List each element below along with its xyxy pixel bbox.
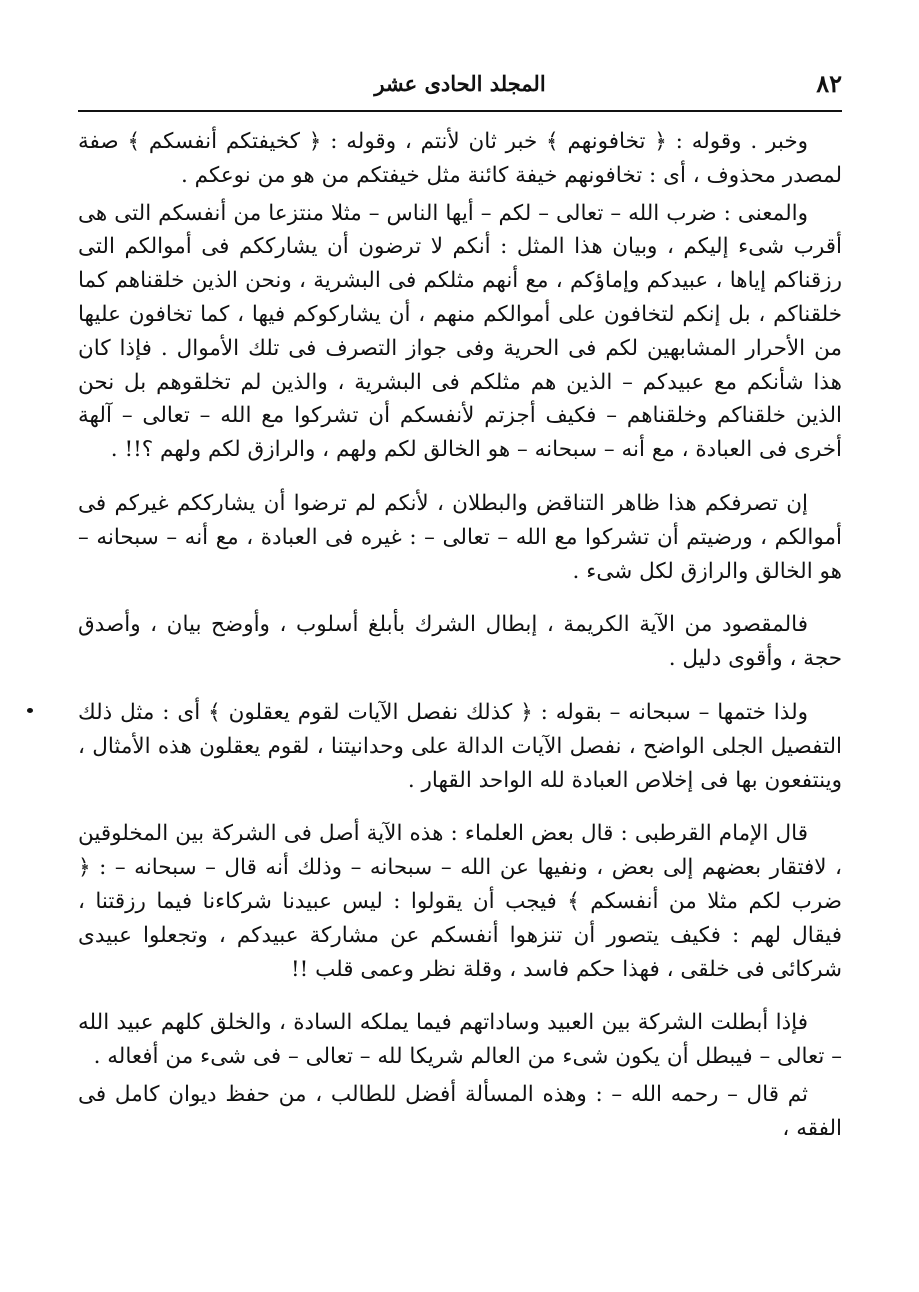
page-header [78, 66, 842, 102]
paragraph-3: إن تصرفكم هذا ظاهر التناقض والبطلان ، لأنكم لم ترضوا أن يشارككم غيركم فى أموالكم ، ورضيتم أن تشركوا مع الله – تعالى – : غيره فى العبادة ، مع أنه – سبحانه – هو الخالق والرازق لكل شىء . [78, 490, 842, 584]
body-text [78, 125, 842, 1146]
paragraph-2: والمعنى : ضرب الله – تعالى – لكم – أيها الناس – مثلا منتزعا من أنفسكم التى هى أقرب شىء إليكم ، وبيان هذا المثل : أنكم لا ترضون أن يشارككم فى أموالكم التى رزقناكم إياها ، عبيدكم وإماؤكم ، مع أنهم مثلكم فى البشرية ، ونحن الذين خلقناهم كما خلقناكم ، بل إنكم لتخافون على أموالكم منهم ، أن يشاركوكم فيها ، كما تخافون عليها من الأحرار المشابهين لكم فى الحرية وفى جواز التصرف فى تلك الأموال . فإذا كان هذا شأنكم مع عبيدكم – الذين هم مثلكم فى البشرية ، والذين لم تخلقوهم بل نحن الذين خلقناكم وخلقناهم – فكيف أجزتم لأنفسكم أن تشركوا مع الله – تعالى – آلهة أخرى فى العبادة ، مع أنه – سبحانه – هو الخالق لكم ولهم ، والرازق لكم ولهم ؟!! . [78, 200, 842, 463]
paragraph-5: ولذا ختمها – سبحانه – بقوله : ﴿ كذلك نفصل الآيات لقوم يعقلون ﴾ أى : مثل ذلك التفصيل الجلى الواضح ، نفصل الآيات الدالة على وحدانيتنا ، لقوم يعقلون هذه الأمثال ، وينتفعون بها فى إخلاص العبادة لله الواحد القهار . [78, 699, 842, 793]
paragraph-7: فإذا أبطلت الشركة بين العبيد وساداتهم فيما يملكه السادة ، والخلق كلهم عبيد الله – تعالى – فيبطل أن يكون شىء من العالم شريكا لله – تعالى – فى شىء من أفعاله . [78, 1010, 842, 1070]
paragraph-8: ثم قال – رحمه الله – : وهذه المسألة أفضل للطالب ، من حفظ ديوان كامل فى الفقه ، [78, 1081, 842, 1141]
paragraph-6: قال الإمام القرطبى : قال بعض العلماء : هذه الآية أصل فى الشركة بين المخلوقين ، لافتقار بعضهم إلى بعض ، ونفيها عن الله – سبحانه – وذلك أنه قال – سبحانه – : ﴿ ضرب لكم مثلا من أنفسكم ﴾ فيجب أن يقولوا : ليس عبيدنا شركاءنا فيما رزقتنا ، فيقال لهم : فكيف يتصور أن تنزهوا أنفسكم عن مشاركة عبيدكم ، وتجعلوا عبيدى شركائى فى خلقى ، فهذا حكم فاسد ، وقلة نظر وعمى قلب !! [78, 821, 842, 982]
paragraph-1: وخبر . وقوله : ﴿ تخافونهم ﴾ خبر ثان لأنتم ، وقوله : ﴿ كخيفتكم أنفسكم ﴾ صفة لمصدر محذوف ، أى : تخافونهم خيفة كائنة مثل خيفتكم من هو من نوعكم . [78, 129, 842, 188]
header-divider [78, 110, 842, 112]
page-number: ٨٢ [816, 69, 842, 98]
paragraph-4: فالمقصود من الآية الكريمة ، إبطال الشرك بأبلغ أسلوب ، وأوضح بيان ، وأصدق حجة ، وأقوى دليل . [78, 612, 842, 672]
scan-speck [27, 708, 33, 713]
running-title: المجلد الحادى عشر [374, 71, 546, 96]
